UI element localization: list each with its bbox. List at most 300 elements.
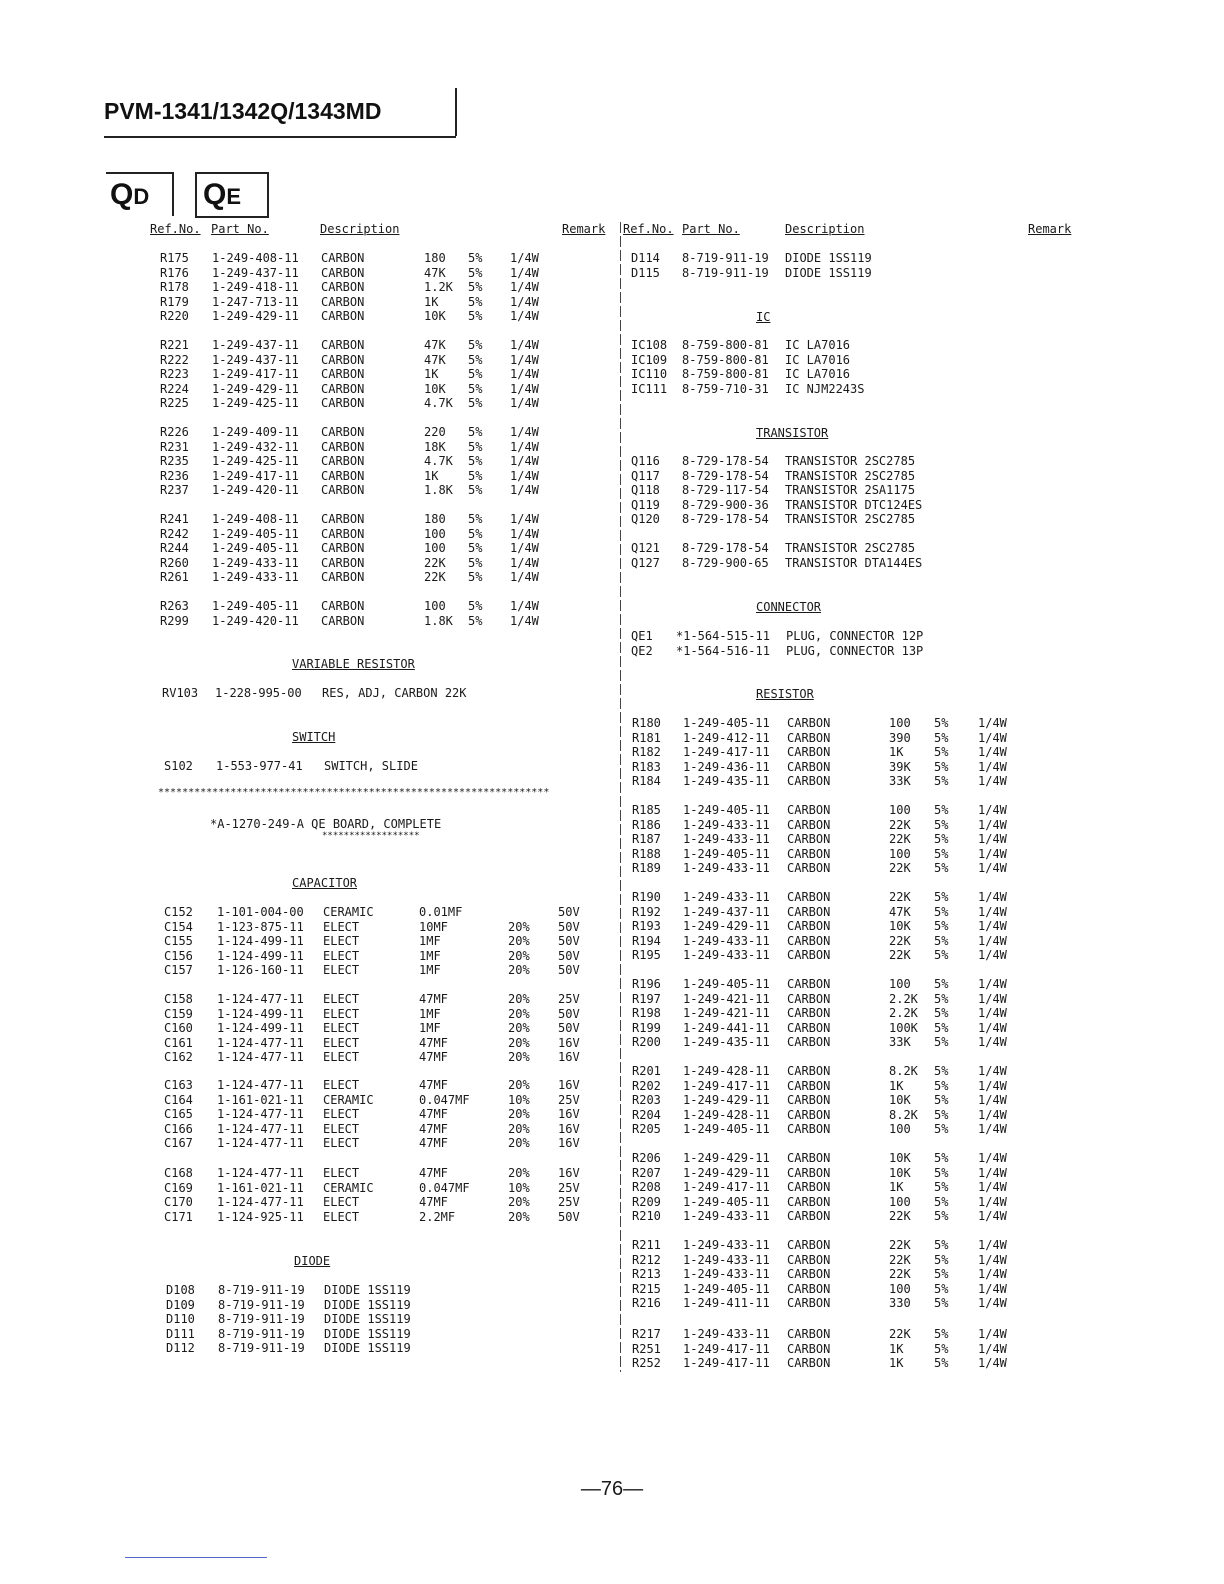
part-no: 1-249-405-11 [212,599,299,613]
tolerance: 5% [934,1267,949,1282]
tolerance: 5% [934,774,949,789]
part-no: 8-729-178-54 [682,512,769,527]
rating: 1/4W [510,280,539,295]
description: CARBON [321,555,365,570]
rating: 1/4W [978,1267,1007,1282]
rating: 1/4W [978,1020,1007,1035]
value: 10MF [419,919,448,934]
part-no: 1-249-418-11 [212,280,299,295]
rating: 1/4W [978,1078,1007,1093]
part-no: 1-124-477-11 [217,992,304,1006]
description: IC LA7016 [785,338,851,352]
rating: 1/4W [510,294,539,309]
description: CARBON [321,599,365,613]
part-no: 1-249-428-11 [683,1064,770,1078]
tolerance: 5% [934,1006,949,1021]
description: CARBON [321,439,365,454]
ref-no: R211 [632,1238,661,1252]
description: ELECT [323,1078,360,1092]
ref-no: R205 [632,1122,661,1137]
part-no: 8-759-800-81 [682,367,769,382]
ref-no: R224 [160,381,189,396]
part-no: 8-719-911-19 [682,265,769,280]
tolerance: 20% [508,934,530,949]
rating: 1/4W [978,1209,1007,1224]
rating: 1/4W [978,1238,1007,1252]
tolerance: 5% [934,803,949,817]
description: TRANSISTOR 2SA1175 [785,483,916,498]
value: 22K [424,570,446,585]
description: CARBON [787,1356,831,1371]
description: DIODE 1SS119 [324,1297,411,1312]
value: 47MF [419,1121,448,1136]
ref-no: Q121 [631,541,660,555]
description: TRANSISTOR 2SC2785 [785,454,916,468]
rating: 1/4W [978,1035,1007,1050]
tolerance: 5% [934,890,949,904]
description: TRANSISTOR DTC124ES [785,497,923,512]
rating: 50V [558,1006,580,1021]
ref-no: C156 [164,948,193,963]
section-title-transistor: TRANSISTOR [756,426,829,440]
rating: 16V [558,1078,580,1092]
ref-no: C154 [164,919,193,934]
tolerance: 20% [508,1166,530,1180]
ref-no: C163 [164,1078,193,1092]
tolerance: 5% [468,541,483,556]
tolerance: 5% [468,599,483,613]
description: CARBON [321,613,365,628]
value: 22K [889,890,911,904]
part-no: 1-249-417-11 [683,1078,770,1093]
description: CARBON [787,1180,831,1195]
tolerance: 5% [934,1341,949,1356]
rating: 1/4W [510,483,539,498]
ref-no: C159 [164,1006,193,1021]
ref-no: R181 [632,730,661,745]
ref-no: R222 [160,352,189,367]
description: CERAMIC [323,1092,374,1107]
value: 8.2K [889,1064,918,1078]
rating: 50V [558,1209,580,1224]
tolerance: 5% [934,1035,949,1050]
rating: 1/4W [510,265,539,280]
part-no: 1-249-435-11 [683,774,770,789]
left-header-desc: Description [320,222,400,236]
ref-no: R208 [632,1180,661,1195]
rating: 1/4W [978,1122,1007,1137]
rating: 1/4W [978,817,1007,832]
ref-no: R196 [632,977,661,991]
part-no: 1-249-429-11 [683,1093,770,1108]
description: CARBON [787,1281,831,1296]
ref-no: R185 [632,803,661,817]
ref-no: D109 [166,1297,195,1312]
value: 2.2K [889,991,918,1006]
tolerance: 5% [468,439,483,454]
value: 100 [889,846,911,861]
value: 47MF [419,1050,448,1065]
description: CARBON [787,890,831,904]
description: PLUG, CONNECTOR 13P [786,643,924,658]
description: CARBON [787,1006,831,1021]
tolerance: 5% [934,745,949,760]
description: CARBON [787,1267,831,1282]
value: 1MF [419,948,441,963]
rating: 1/4W [978,1006,1007,1021]
rating: 16V [558,1035,580,1050]
ref-no: C161 [164,1035,193,1050]
rating: 50V [558,919,580,934]
rating: 1/4W [978,1180,1007,1195]
description: TRANSISTOR 2SC2785 [785,541,916,555]
tolerance: 5% [468,396,483,411]
description: CARBON [787,832,831,847]
part-no: 1-249-429-11 [212,381,299,396]
ref-no: R220 [160,309,189,324]
part-no: 1-249-405-11 [683,1122,770,1137]
value: 4.7K [424,396,453,411]
rating: 1/4W [978,933,1007,948]
value: 1K [889,1356,904,1371]
description: CARBON [787,991,831,1006]
description: ELECT [323,1209,360,1224]
value: 180 [424,251,446,265]
tolerance: 5% [934,1180,949,1195]
part-no: 1-249-417-11 [683,1341,770,1356]
value: 47K [424,352,446,367]
tolerance: 20% [508,1078,530,1092]
rating: 1/4W [510,468,539,483]
ref-no: R187 [632,832,661,847]
ref-no: R236 [160,468,189,483]
ref-no: R263 [160,599,189,613]
description: CARBON [787,759,831,774]
part-no: 1-249-411-11 [683,1296,770,1311]
description: DIODE 1SS119 [785,251,872,265]
description: IC LA7016 [785,352,851,367]
ref-no: R199 [632,1020,661,1035]
ref-no: Q120 [631,512,660,527]
tolerance: 5% [934,817,949,832]
description: CARBON [321,381,365,396]
right-header-ref: Ref.No. [623,222,674,236]
right-header-remark: Remark [1028,222,1072,236]
ref-no: R235 [160,454,189,469]
description: SWITCH, SLIDE [324,759,418,773]
description: CARBON [787,1296,831,1311]
description: IC NJM2243S [785,381,865,396]
tolerance: 5% [934,1252,949,1267]
tolerance: 20% [508,1107,530,1122]
rating: 1/4W [978,730,1007,745]
value: 100 [889,1281,911,1296]
part-no: 1-101-004-00 [217,905,304,919]
value: 10K [424,381,446,396]
part-no: 1-249-405-11 [683,846,770,861]
description: CARBON [321,526,365,541]
description: CARBON [787,1035,831,1050]
description: CARBON [787,1165,831,1180]
part-no: 1-249-435-11 [683,1035,770,1050]
part-no: 1-124-499-11 [217,948,304,963]
ref-no: D111 [166,1326,195,1341]
value: 100 [424,541,446,556]
part-no: 1-249-433-11 [683,1327,770,1341]
assembly-underline: ****************** [322,831,420,841]
part-no: 1-124-477-11 [217,1121,304,1136]
ref-no: R189 [632,861,661,876]
part-no: 1-249-408-11 [212,512,299,526]
description: CARBON [321,425,365,439]
part-no: 1-249-433-11 [683,1238,770,1252]
ref-no: R231 [160,439,189,454]
description: CARBON [787,1209,831,1224]
tolerance: 20% [508,992,530,1006]
ref-no: R212 [632,1252,661,1267]
rating: 1/4W [510,512,539,526]
value: 1K [889,1180,904,1195]
part-no: 1-249-433-11 [683,1209,770,1224]
tolerance: 5% [934,861,949,876]
part-no: 8-719-911-19 [218,1297,305,1312]
description: DIODE 1SS119 [324,1283,411,1297]
tolerance: 5% [934,1281,949,1296]
tolerance: 5% [934,904,949,919]
rating: 1/4W [978,1093,1007,1108]
ref-no: C170 [164,1195,193,1210]
rating: 16V [558,1136,580,1151]
ref-no: R215 [632,1281,661,1296]
description: ELECT [323,948,360,963]
rating: 16V [558,1107,580,1122]
description: CARBON [787,1093,831,1108]
value: 1K [424,468,439,483]
tolerance: 5% [934,933,949,948]
part-no: 1-124-477-11 [217,1195,304,1210]
description: CERAMIC [323,905,374,919]
ref-no: R198 [632,1006,661,1021]
tolerance: 5% [934,1296,949,1311]
description: CARBON [787,1151,831,1165]
value: 1K [424,367,439,382]
value: 22K [889,832,911,847]
part-no: 1-249-405-11 [683,977,770,991]
value: 47K [889,904,911,919]
description: CARBON [787,803,831,817]
ref-no: D108 [166,1283,195,1297]
board-tag-qd: QD [106,172,174,216]
ref-no: IC111 [631,381,668,396]
part-no: 1-124-499-11 [217,1021,304,1036]
part-no: 1-249-429-11 [212,309,299,324]
rating: 1/4W [978,1252,1007,1267]
value: 4.7K [424,454,453,469]
rating: 1/4W [510,396,539,411]
page-number: —76— [580,1478,644,1500]
rating: 1/4W [978,1194,1007,1209]
ref-no: Q116 [631,454,660,468]
description: CARBON [321,251,365,265]
value: 22K [889,1327,911,1341]
description: ELECT [323,1136,360,1151]
tolerance: 20% [508,948,530,963]
part-no: 1-249-433-11 [212,570,299,585]
ref-no: C164 [164,1092,193,1107]
rating: 1/4W [978,904,1007,919]
rating: 1/4W [978,745,1007,760]
part-row [164,759,604,773]
part-no: 8-729-117-54 [682,483,769,498]
ref-no: R203 [632,1093,661,1108]
description: CARBON [321,338,365,352]
description: CARBON [321,280,365,295]
part-no: 8-759-800-81 [682,352,769,367]
rating: 1/4W [978,832,1007,847]
tolerance: 5% [934,919,949,934]
tolerance: 5% [934,1107,949,1122]
left-header-ref: Ref.No. [150,222,201,236]
tolerance: 5% [468,526,483,541]
right-header-part: Part No. [682,222,740,236]
value: 33K [889,1035,911,1050]
value: 1.8K [424,613,453,628]
description: CARBON [321,454,365,469]
tolerance: 5% [934,977,949,991]
rating: 1/4W [978,1064,1007,1078]
rating: 1/4W [978,1151,1007,1165]
separator-stars: ***************************************************************** [158,787,550,798]
tolerance: 5% [468,512,483,526]
ref-no: R244 [160,541,189,556]
ref-no: C165 [164,1107,193,1122]
part-no: 1-249-405-11 [212,526,299,541]
part-no: 1-124-477-11 [217,1107,304,1122]
ref-no: R251 [632,1341,661,1356]
header-divider [455,88,457,136]
part-no: 1-249-420-11 [212,613,299,628]
footer-rule [125,1557,267,1558]
ref-no: C157 [164,963,193,978]
value: 100 [424,526,446,541]
ref-no: C158 [164,992,193,1006]
description: ELECT [323,1107,360,1122]
ref-no: R252 [632,1356,661,1371]
part-no: 1-124-925-11 [217,1209,304,1224]
tolerance: 5% [468,555,483,570]
part-no: 1-124-477-11 [217,1166,304,1180]
tolerance: 5% [468,381,483,396]
ref-no: R195 [632,948,661,963]
value: 1.8K [424,483,453,498]
part-no: 1-249-436-11 [683,759,770,774]
ref-no: R202 [632,1078,661,1093]
ref-no: R260 [160,555,189,570]
description: CARBON [787,1341,831,1356]
tolerance: 5% [468,483,483,498]
rating: 50V [558,948,580,963]
part-no: 1-249-433-11 [683,933,770,948]
section-title-connector: CONNECTOR [756,600,822,614]
ref-no: R204 [632,1107,661,1122]
ref-no: R225 [160,396,189,411]
rating: 1/4W [978,1281,1007,1296]
rating: 16V [558,1050,580,1065]
right-header-desc: Description [785,222,865,236]
part-no: 1-124-477-11 [217,1078,304,1092]
tolerance: 5% [934,716,949,730]
part-no: 1-249-433-11 [683,817,770,832]
description: ELECT [323,963,360,978]
tolerance: 5% [468,265,483,280]
value: 47MF [419,992,448,1006]
description: DIODE 1SS119 [324,1326,411,1341]
rating: 1/4W [978,759,1007,774]
rating: 1/4W [510,425,539,439]
value: 22K [889,1209,911,1224]
description: IC LA7016 [785,367,851,382]
part-no: *1-564-516-11 [676,643,770,658]
value: 180 [424,512,446,526]
value: 22K [889,817,911,832]
ref-no: C171 [164,1209,193,1224]
rating: 1/4W [978,1165,1007,1180]
rating: 1/4W [510,381,539,396]
description: CARBON [787,1078,831,1093]
description: CARBON [321,352,365,367]
part-no: 1-249-437-11 [212,265,299,280]
part-no: 1-123-875-11 [217,919,304,934]
value: 100 [424,599,446,613]
description: CARBON [787,1194,831,1209]
description: CARBON [321,309,365,324]
value: 2.2MF [419,1209,456,1224]
part-no: 8-759-710-31 [682,381,769,396]
model-title: PVM-1341/1342Q/1343MD [104,98,382,124]
rating: 1/4W [978,1327,1007,1341]
value: 0.047MF [419,1092,470,1107]
tolerance: 5% [934,1209,949,1224]
part-no: 1-249-421-11 [683,1006,770,1021]
tolerance: 5% [934,1238,949,1252]
rating: 1/4W [510,251,539,265]
ref-no: D114 [631,251,660,265]
description: CARBON [787,1107,831,1122]
ref-no: R200 [632,1035,661,1050]
part-no: 1-249-433-11 [683,948,770,963]
rating: 1/4W [978,774,1007,789]
value: 18K [424,439,446,454]
ref-no: IC108 [631,338,668,352]
tolerance: 20% [508,1021,530,1036]
part-no: 1-124-499-11 [217,934,304,949]
tolerance: 5% [934,759,949,774]
ref-no: R192 [632,904,661,919]
part-no: 1-249-429-11 [683,1165,770,1180]
rating: 1/4W [510,338,539,352]
part-no: 1-126-160-11 [217,963,304,978]
part-no: 1-249-425-11 [212,396,299,411]
rating: 25V [558,1195,580,1210]
value: 22K [889,1267,911,1282]
part-no: 1-249-417-11 [212,367,299,382]
rating: 1/4W [510,309,539,324]
part-no: 1-249-429-11 [683,919,770,934]
description: CARBON [787,846,831,861]
value: 33K [889,774,911,789]
tolerance: 20% [508,1195,530,1210]
ref-no: QE2 [631,643,653,658]
